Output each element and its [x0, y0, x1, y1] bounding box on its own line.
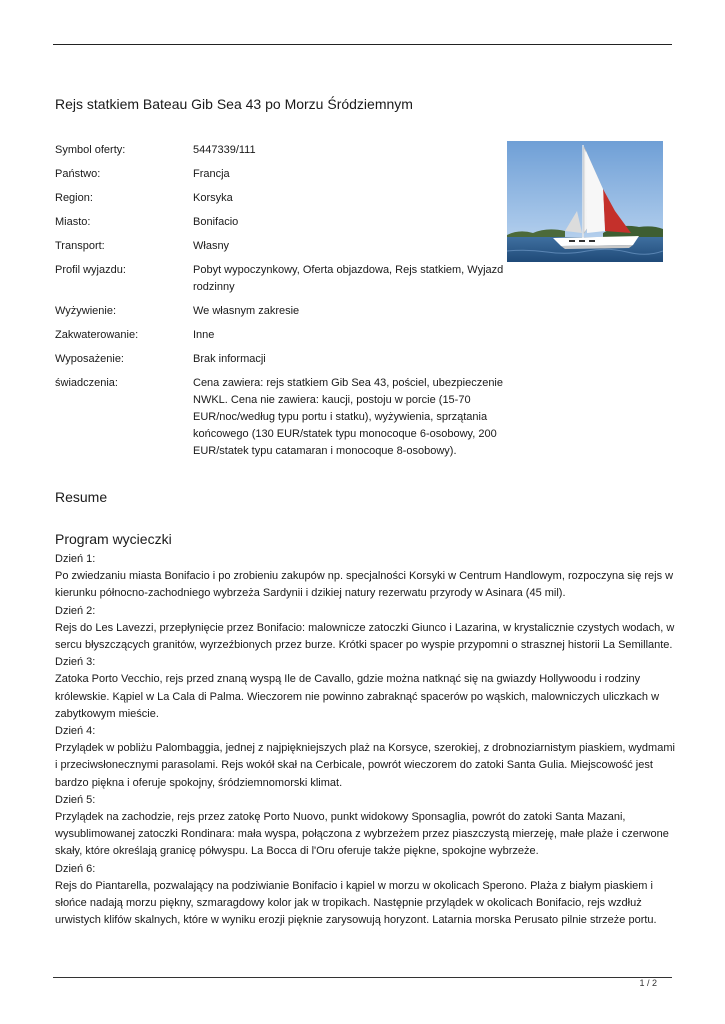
offer-label: Wyposażenie: [55, 353, 124, 365]
itinerary [55, 551, 675, 929]
day-description: Rejs do Les Lavezzi, przepłynięcie przez Bonifacio: malownicze zatoczki Giunco i Lazarina, w krystalicznie czystych wodach, w sercu błyszczących granitów, wyrzeźbionych przez burze. Krótki spacer po wyspie przypomni o strasznej historii La Semillante. [55, 621, 675, 652]
offer-row-region [55, 190, 515, 207]
day-description: Rejs do Piantarella, pozwalający na podziwianie Bonifacio i kąpiel w morzu w okolicach Sperono. Plaża z białym piaskiem i słońce nadają morzu piękny, szmaragdowy kolor jak w tropikach. Następnie przylądek w okolicach Bonifacio, rejs wzdłuż urwistych klifów skalnych, które w wyniku erozji pięknie zarysowują horyzont. Latarnia morska Perusato pilnie strzeże portu. [55, 879, 657, 927]
sailboat-photo [507, 141, 663, 262]
day-description: Przylądek w pobliżu Palombaggia, jednej z najpiękniejszych plaż na Korsyce, szerokiej, z drobnoziarnistym piaskiem, wydmami i przeciwsłonecznymi parasolami. Rejs wokół skał na Cerbicale, powrót wieczorem do zatoki Santa Gulia. Miejscowość jest bardzo piękna i oferuje spokojny, śródziemnomorski klimat. [55, 742, 675, 789]
offer-value: Cena zawiera: rejs statkiem Gib Sea 43, pościel, ubezpieczenie NWKL. Cena nie zawiera: kaucji, postoju w porcie (15-70 EUR/noc/według typu portu i statku), wyżywienia, sprzątania końcowego (130 EUR/statek typu monocoque 6-osobowy, 200 EUR/statek typu catamaran i monocoque 8-osobowy). [193, 377, 503, 457]
offer-row-transport [55, 238, 515, 255]
day-label: Dzień 2: [55, 604, 96, 617]
offer-label: Region: [55, 192, 93, 204]
day-description: Przylądek na zachodzie, rejs przez zatokę Porto Nuovo, punkt widokowy Sponsaglia, powrót do zatoki Santa Mazani, wysublimowanej zatoczki Rondinara: mała wyspa, połączona z wybrzeżem przez piaszczystą mierzeję, małe plaże i czerwone skały, które określają granicę półwyspu. La Bocca di l'Oru oferuje także piękne, spokojne wybrzeże. [55, 811, 669, 858]
offer-row-profile [55, 262, 515, 296]
offer-value: Brak informacji [193, 353, 266, 365]
offer-value: We własnym zakresie [193, 305, 300, 317]
offer-row-services [55, 375, 515, 460]
day-label: Dzień 1: [55, 553, 96, 565]
offer-row-symbol [55, 142, 515, 159]
offer-row-city [55, 214, 515, 231]
day-label: Dzień 4: [55, 725, 96, 738]
offer-value: Francja [193, 168, 230, 180]
offer-row-board [55, 303, 515, 320]
resume-heading: Resume [55, 489, 108, 505]
offer-label: Profil wyjazdu: [55, 264, 126, 276]
offer-value: Inne [193, 329, 215, 341]
offer-value: Pobyt wypoczynkowy, Oferta objazdowa, Rejs statkiem, Wyjazd rodzinny [193, 264, 504, 293]
offer-row-equipment [55, 351, 515, 368]
day-description: Po zwiedzaniu miasta Bonifacio i po zrobieniu zakupów np. specjalności Korsyki w Centrum Handlowym, rozpoczyna się rejs w kierunku północno-zachodniego wybrzeża Sardynii i dzikiej natury rezerwatu przyrody w Asinara (45 mil). [55, 570, 674, 600]
page-number: 1 / 2 [639, 978, 657, 988]
offer-value: 5447339/111 [193, 144, 256, 156]
offer-value: Bonifacio [193, 216, 239, 228]
offer-label: Zakwaterowanie: [55, 329, 139, 341]
offer-row-accommodation [55, 327, 515, 344]
day-description: Zatoka Porto Vecchio, rejs przed znaną wyspą Ile de Cavallo, gdzie można natknąć się na gwiazdy Hollywoodu i rodziny królewskie. Kąpiel w La Cala di Palma. Wieczorem nie powinno zabraknąć spacerów po wąskich, malowniczych uliczkach w zabytkowym mieście. [55, 673, 660, 720]
offer-label: świadczenia: [55, 377, 118, 389]
offer-label: Państwo: [55, 168, 101, 180]
offer-label: Transport: [55, 240, 105, 252]
offer-details-table [55, 142, 515, 467]
day-label: Dzień 6: [55, 862, 96, 875]
offer-value: Korsyka [193, 192, 233, 204]
offer-label: Wyżywienie: [55, 305, 117, 317]
day-label: Dzień 3: [55, 656, 96, 669]
day-label: Dzień 5: [55, 793, 96, 806]
header-rule [53, 44, 672, 45]
offer-label: Symbol oferty: [55, 144, 126, 156]
page-title: Rejs statkiem Bateau Gib Sea 43 po Morzu Śródziemnym [55, 96, 413, 112]
offer-label: Miasto: [55, 216, 91, 228]
offer-row-country [55, 166, 515, 183]
program-heading: Program wycieczki [55, 531, 172, 547]
offer-value: Własny [193, 240, 230, 252]
footer-rule [53, 977, 672, 978]
